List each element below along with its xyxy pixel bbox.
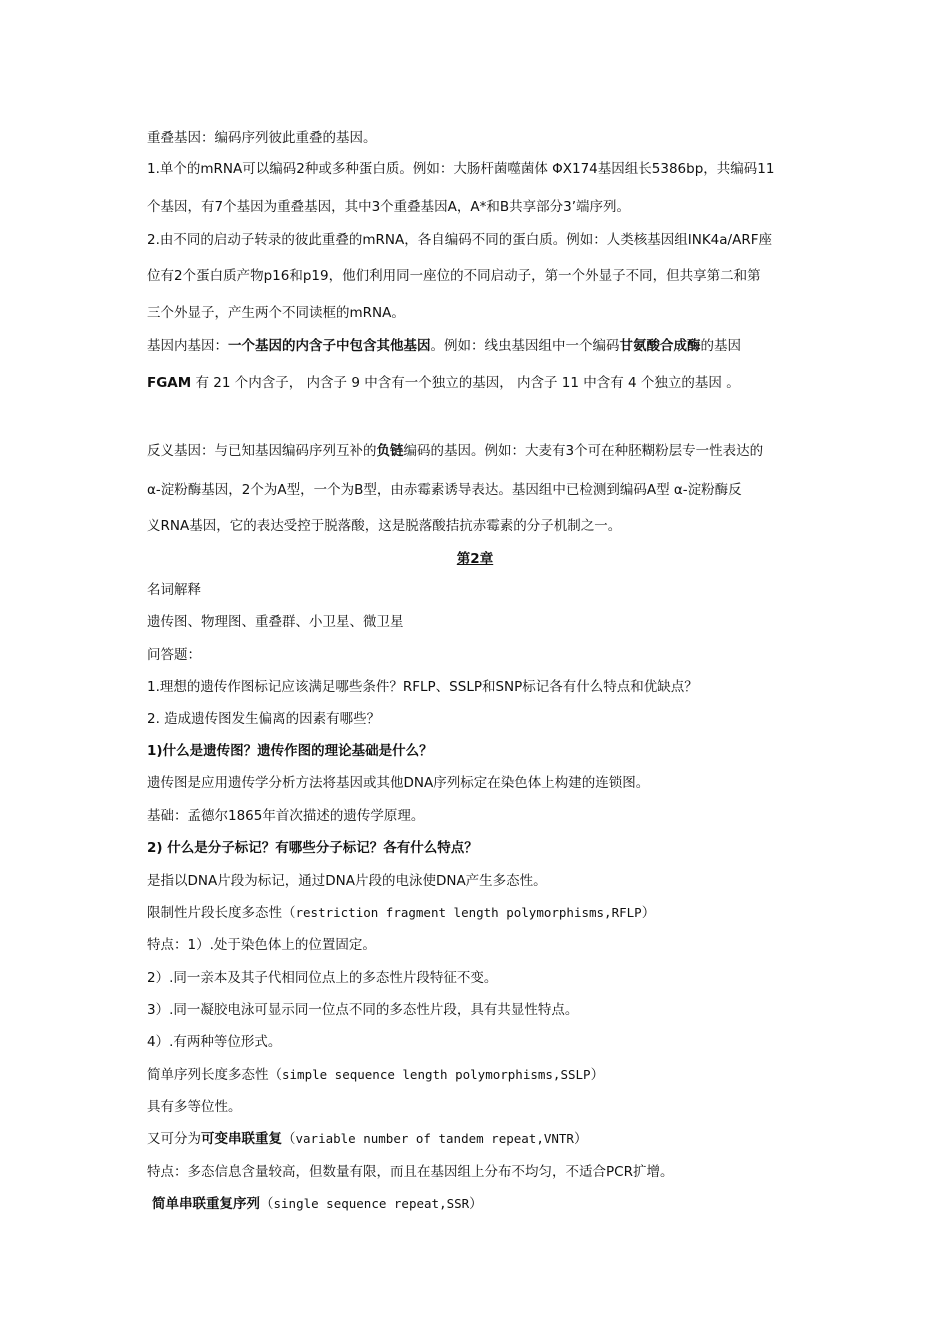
rflp-feature-2: 2）.同一亲本及其子代相同位点上的多态性片段特征不变。: [147, 970, 498, 986]
subheading-molecular-markers: 2) 什么是分子标记？有哪些分子标记？各有什么特点？: [147, 840, 478, 856]
rflp-paren-close: ）: [641, 905, 656, 921]
enzyme-name-bold: 甘氨酸合成酶: [619, 338, 701, 354]
sslp-english: simple sequence length polymorphisms,SSLP: [282, 1067, 591, 1082]
rflp-label: 限制性片段长度多态性（: [147, 905, 296, 921]
rflp-english: restriction fragment length polymorphisms,RFLP: [295, 905, 642, 920]
paragraph-overlapping-genes-2b: 位有2个蛋白质产物p16和p19，他们利用同一座位的不同启动子，第一个外显子不同，但共享第二和第: [147, 268, 761, 284]
molecular-marker-definition: 是指以DNA片段为标记，通过DNA片段的电泳使DNA产生多态性。: [147, 873, 547, 889]
paragraph-gene-within-gene-b: [147, 373, 813, 393]
subheading-genetic-map: 1)什么是遗传图？遗传作图的理论基础是什么？: [147, 743, 433, 759]
paragraph-overlapping-genes-2a: 2.由不同的启动子转录的彼此重叠的mRNA，各自编码不同的蛋白质。例如：人类核基因组INK4a/ARF座: [147, 232, 772, 248]
ssr-heading: [152, 1194, 818, 1214]
vntr-heading: [147, 1129, 813, 1149]
vntr-feature: 特点：多态信息含量较高，但数量有限，而且在基因组上分布不均匀，不适合PCR扩增。: [147, 1164, 674, 1180]
ssr-paren-close: ）: [469, 1196, 483, 1212]
paragraph-antisense-a: [147, 441, 813, 461]
rflp-feature-1: 特点：1）.处于染色体上的位置固定。: [147, 937, 376, 953]
term-definition-bold: 一个基因的内含子中包含其他基因: [228, 338, 431, 354]
question-1: 1.理想的遗传作图标记应该满足哪些条件？RFLP、SSLP和SNP标记各有什么特点和优缺点？: [147, 679, 698, 695]
paragraph-gene-within-gene-a: [147, 336, 813, 356]
paragraph-overlapping-genes-definition: 重叠基因：编码序列彼此重叠的基因。: [147, 130, 377, 146]
vntr-paren-open: （: [282, 1131, 296, 1147]
genetic-map-basis: 基础：孟德尔1865年首次描述的遗传学原理。: [147, 808, 425, 824]
rflp-feature-4: 4）.有两种等位形式。: [147, 1034, 282, 1050]
example-text: 。例如：线虫基因组中一个编码: [430, 338, 620, 354]
section-questions: 问答题：: [147, 647, 201, 663]
chapter-heading: 第2章: [456, 551, 494, 567]
intron-description: 有 21 个内含子， 内含子 9 中含有一个独立的基因， 内含子 11 中含有 4 个独立的基因 。: [195, 375, 740, 391]
negative-strand-bold: 负链: [376, 443, 404, 459]
paragraph-overlapping-genes-1b: 个基因，有7个基因为重叠基因，其中3个重叠基因A，A*和B共享部分3’端序列。: [147, 199, 631, 215]
paragraph-overlapping-genes-1a: 1.单个的mRNA可以编码2种或多种蛋白质。例如：大肠杆菌噬菌体 ΦX174基因组长5386bp，共编码11: [147, 161, 775, 177]
vntr-term-bold: 可变串联重复: [201, 1131, 282, 1147]
ssr-english: single sequence repeat,SSR: [273, 1196, 470, 1211]
sslp-label: 简单序列长度多态性（: [147, 1067, 282, 1083]
section-term-explanation: 名词解释: [147, 582, 201, 598]
rflp-feature-3: 3）.同一凝胶电泳可显示同一位点不同的多态性片段，具有共显性特点。: [147, 1002, 579, 1018]
ssr-term-bold: 简单串联重复序列: [152, 1196, 260, 1212]
paragraph-antisense-c: 义RNA基因，它的表达受控于脱落酸，这是脱落酸拮抗赤霉素的分子机制之一。: [147, 518, 622, 534]
vntr-prefix: 又可分为: [147, 1131, 201, 1147]
term-list: 遗传图、物理图、重叠群、小卫星、微卫星: [147, 614, 404, 630]
antisense-example: 编码的基因。例如：大麦有3个可在种胚糊粉层专一性表达的: [403, 443, 764, 459]
vntr-english: variable number of tandem repeat,VNTR: [295, 1131, 574, 1146]
question-2: 2. 造成遗传图发生偏离的因素有哪些？: [147, 711, 381, 727]
ssr-paren-open: （: [260, 1196, 274, 1212]
rflp-heading: [147, 903, 813, 923]
term-label: 基因内基因：: [147, 338, 228, 354]
vntr-paren-close: ）: [573, 1131, 588, 1147]
sslp-paren-close: ）: [590, 1067, 605, 1083]
example-text-end: 的基因: [700, 338, 741, 354]
sslp-heading: [147, 1065, 813, 1085]
gene-name-bold: FGAM: [147, 375, 192, 391]
paragraph-overlapping-genes-2c: 三个外显子，产生两个不同读框的mRNA。: [147, 305, 405, 321]
paragraph-antisense-b: α-淀粉酶基因，2个为A型，一个为B型，由赤霉素诱导表达。基因组中已检测到编码A型 α-淀粉酶反: [147, 482, 742, 498]
genetic-map-definition: 遗传图是应用遗传学分析方法将基因或其他DNA序列标定在染色体上构建的连锁图。: [147, 775, 650, 791]
sslp-feature: 具有多等位性。: [147, 1099, 242, 1115]
antisense-label: 反义基因：与已知基因编码序列互补的: [147, 443, 377, 459]
